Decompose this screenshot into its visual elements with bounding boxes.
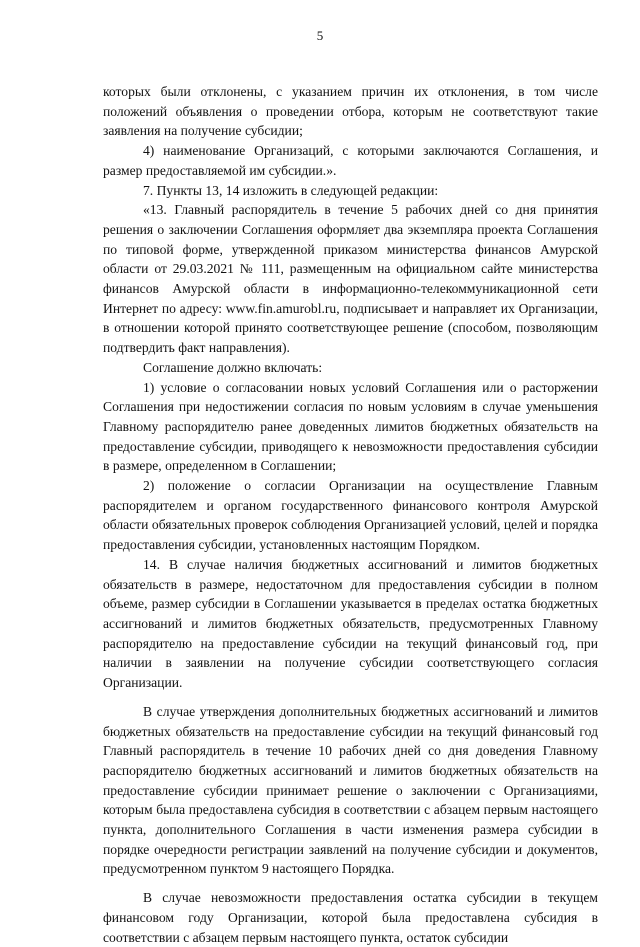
paragraph-condition-1: 1) условие о согласовании новых условий Соглашения или о расторжении Соглашения при недостижении согласия по новым условиям в случае уменьшения Главному распорядителю ранее доведенных лимитов бюджетных обязательств на предоставление субсидии, приводящего к невозможности предоставления субсидии в размере, определенном в Соглашении; [103,379,598,474]
paragraph-condition-2: 2) положение о согласии Организации на осуществление Главным распорядителем и органом государственного финансового контроля Амурской области обязательных проверок соблюдения Организацией условий, целей и порядка предоставления субсидии, установленных настоящим Порядком. [103,478,598,553]
paragraph-point-7: 7. Пункты 13, 14 изложить в следующей редакции: [143,182,439,198]
paragraph-continuation: которых были отклонены, с указанием причин их отклонения, в том числе положений объявления о проведении отбора, которым не соответствуют такие заявления на получение субсидии; [103,84,598,139]
paragraph-agreement-includes: Соглашение должно включать: [143,359,323,375]
page-number: 5 [316,28,324,43]
document-body [103,82,598,947]
paragraph-impossibility: В случае невозможности предоставления остатка субсидии в текущем финансовом году Организации, которой была предоставлена субсидия в соответствии с абзацем первым настоящего пункта, остаток субсидии [103,890,598,945]
paragraph-clause-13: «13. Главный распорядитель в течение 5 рабочих дней со дня принятия решения о заключении Соглашения оформляет два экземпляра проекта Соглашения по типовой форме, утвержденной приказом министерства финансов Амурской области от 29.03.2021 № 111, размещенным на официальном сайте министерства финансов Амурской области в информационно-телекоммуникационной сети Интернет по адресу: www.fin.amurobl.ru, подписывает и направляет их Организации, в отношении которой принято соответствующее решение (способом, позволяющим подтвердить факт направления). [103,202,598,356]
paragraph-clause-14: 14. В случае наличия бюджетных ассигнований и лимитов бюджетных обязательств в размере, недостаточном для предоставления субсидии в полном объеме, размер субсидии в Соглашении указывается в пределах остатка бюджетных ассигнований и лимитов бюджетных обязательств, предусмотренных Главному распорядителю на предоставление субсидии на текущий финансовый год, при наличии в заявлении на получение субсидии соответствующего согласия Организации. [103,556,598,691]
paragraph-additional-allocations: В случае утверждения дополнительных бюджетных ассигнований и лимитов бюджетных обязательств на предоставление субсидии на текущий финансовый год Главный распорядитель в течение 10 рабочих дней со дня доведения Главному распорядителю бюджетных ассигнований и лимитов бюджетных обязательств на предоставление субсидии принимает решение о заключении с Организациями, которым была предоставлена субсидия в соответствии с абзацем первым настоящего пункта, дополнительного Соглашения в части изменения размера субсидии в порядке очередности регистрации заявлений на получение субсидии и документов, предусмотренном пунктом 9 настоящего Порядка. [103,703,598,877]
paragraph-item-4: 4) наименование Организаций, с которыми заключаются Соглашения, и размер предоставляемой им субсидии.». [103,143,598,178]
